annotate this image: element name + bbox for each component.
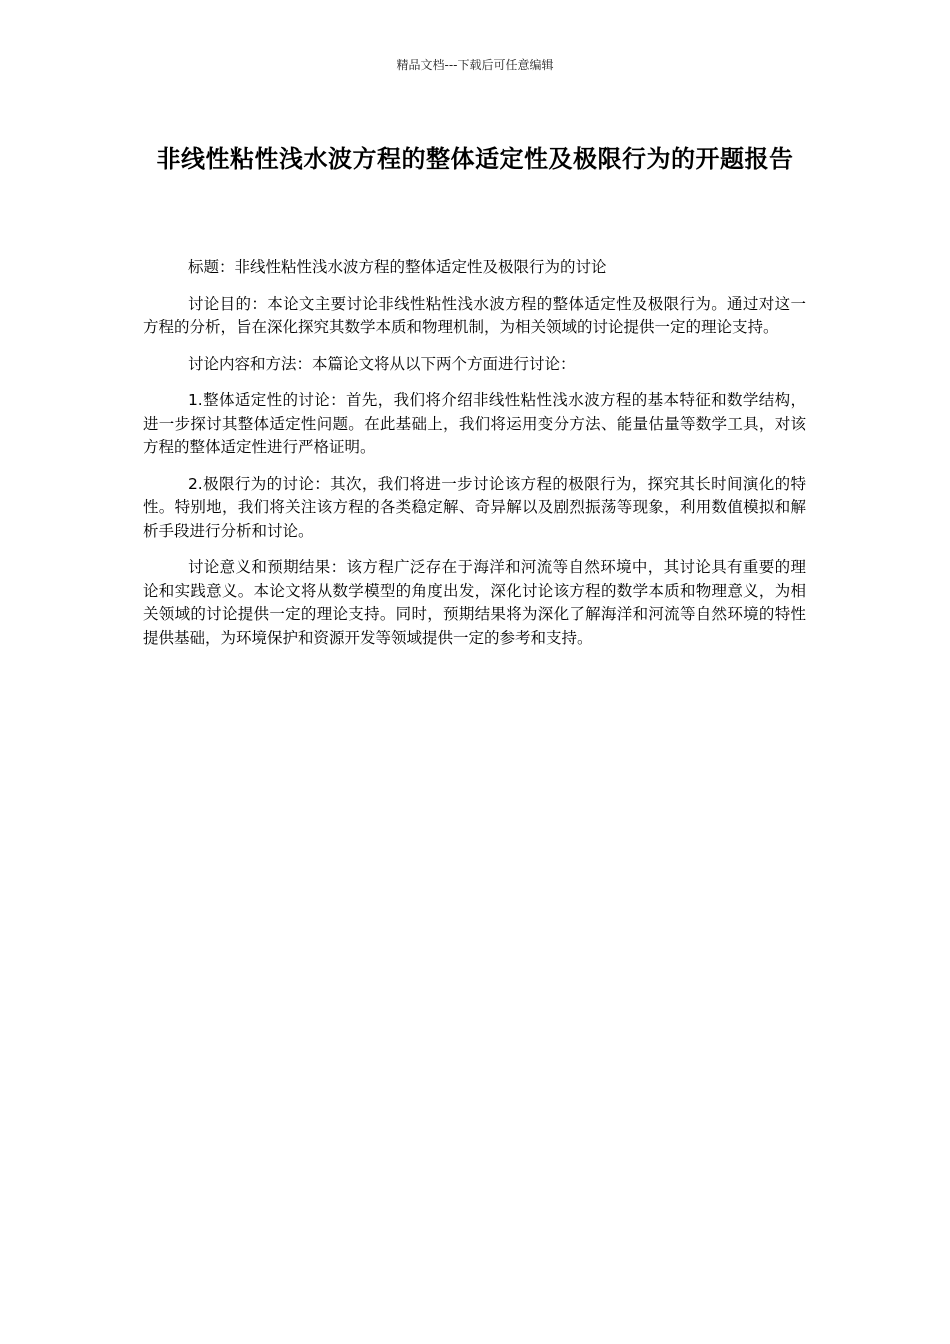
- document-title: 非线性粘性浅水波方程的整体适定性及极限行为的开题报告: [156, 145, 794, 173]
- paragraph-subject: 标题：非线性粘性浅水波方程的整体适定性及极限行为的讨论: [187, 258, 607, 276]
- paragraph-content-methods: 讨论内容和方法：本篇论文将从以下两个方面进行讨论：: [187, 354, 576, 373]
- header-note: 精品文档---下载后可任意编辑: [396, 58, 554, 72]
- paragraph-purpose: 讨论目的：本论文主要讨论非线性粘性浅水波方程的整体适定性及极限行为。通过对这一方程的分析，旨在深化探究其数学本质和物理机制，为相关领域的讨论提供一定的理论支持。: [143, 294, 806, 336]
- document-body: [143, 256, 806, 663]
- paragraph-significance: 讨论意义和预期结果：该方程广泛存在于海洋和河流等自然环境中，其讨论具有重要的理论和实践意义。本论文将从数学模型的角度出发，深化讨论该方程的数学本质和物理意义，为相关领域的讨论提供一定的理论支持。同时，预期结果将为深化了解海洋和河流等自然环境的特性提供基础，为环境保护和资源开发等领域提供一定的参考和支持。: [143, 558, 806, 647]
- paragraph-limit-behavior: 2.极限行为的讨论：其次，我们将进一步讨论该方程的极限行为，探究其长时间演化的特性。特别地，我们将关注该方程的各类稳定解、奇异解以及剧烈振荡等现象，利用数值模拟和解析手段进行分析和讨论。: [143, 474, 806, 540]
- paragraph-wellposedness: 1.整体适定性的讨论：首先，我们将介绍非线性粘性浅水波方程的基本特征和数学结构，进一步探讨其整体适定性问题。在此基础上，我们将运用变分方法、能量估量等数学工具，对该方程的整体适定性进行严格证明。: [143, 391, 806, 456]
